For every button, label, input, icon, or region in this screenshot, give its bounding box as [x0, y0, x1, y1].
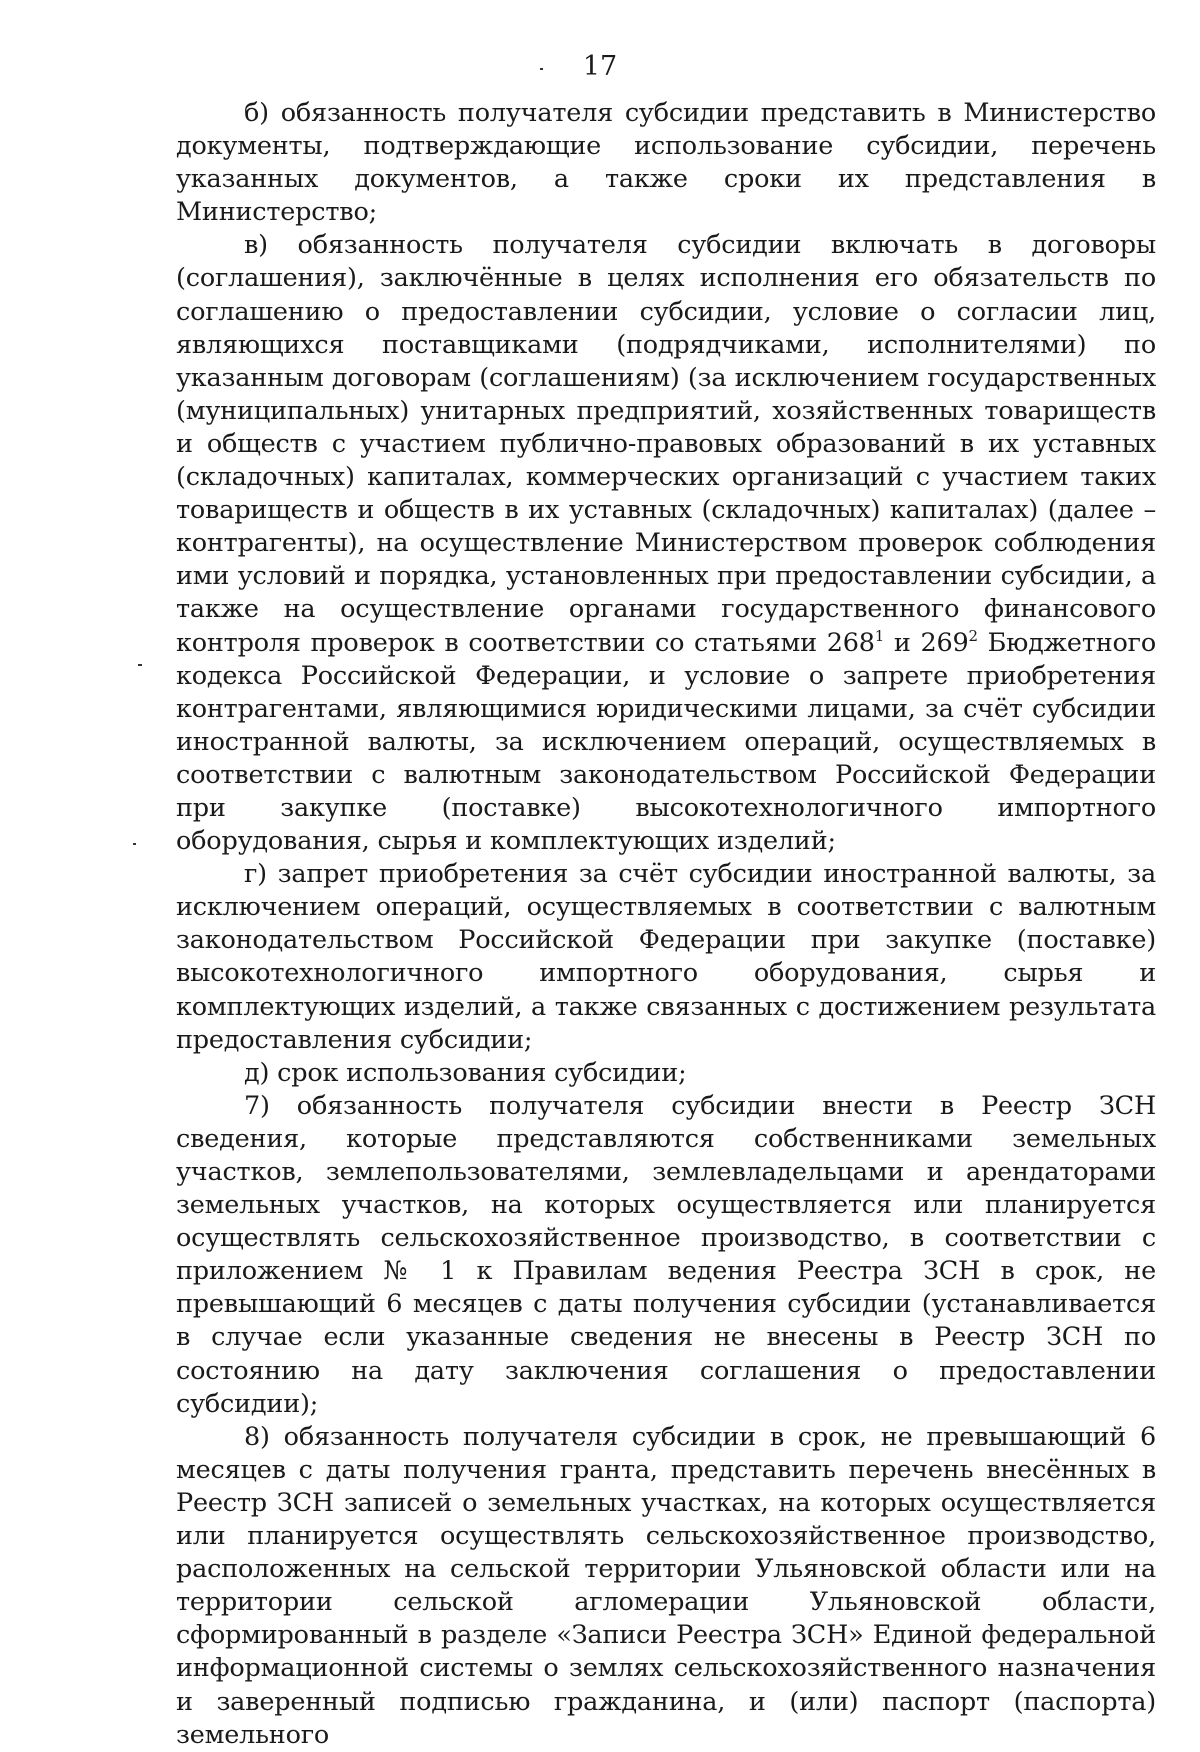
scan-speck	[138, 664, 142, 666]
paragraph-7: 7) обязанность получателя субсидии внести в Реестр ЗСН сведения, которые представляются собственниками земельных участков, землепользователями, землевладельцами и арендаторами земельных участков, на которых осуществляется или планируется осуществлять сельскохозяйственное производство, в соответствии с приложением № 1 к Правилам ведения Реестра ЗСН в срок, не превышающий 6 месяцев с даты получения субсидии (устанавливается в случае если указанные сведения не внесены в Реестр ЗСН по состоянию на дату заключения соглашения о предоставлении субсидии);	[176, 1090, 1156, 1419]
paragraph-v	[176, 229, 1156, 858]
page-number: 17	[582, 51, 618, 82]
paragraph-g: г) запрет приобретения за счёт субсидии иностранной валюты, за исключением операций, осуществляемых в соответствии с валютным законодательством Российской Федерации при закупке (поставке) высокотехнологичного импортного оборудования, сырья и комплектующих изделий, а также связанных с достижением результата предоставления субсидии;	[176, 859, 1156, 1055]
paragraph-v-text-before: в) обязанность получателя субсидии включать в договоры (соглашения), заключённые в целях исполнения его обязательств по соглашению о предоставлении субсидии, условие о согласии лиц, являющихся поставщиками (подрядчиками, исполнителями) по указанным договорам (соглашениям) (за исключением государственных (муниципальных) унитарных предприятий, хозяйственных товариществ и обществ с участием публично-правовых образований в их уставных (складочных) капиталах, коммерческих организаций с участием таких товариществ и обществ в их уставных (складочных) капиталах) (далее – контрагенты), на осуществление Министерством проверок соблюдения ими условий и порядка, установленных при предоставлении субсидии, а также на осуществление органами государственного финансового контроля проверок в соответствии со статьями	[176, 230, 1156, 658]
scan-speck	[540, 68, 543, 70]
paragraph-d: д) срок использования субсидии;	[244, 1057, 687, 1088]
article-number-268: 268	[826, 627, 875, 658]
article-superscript-2: 2	[968, 626, 978, 645]
document-body	[176, 97, 1156, 1752]
paragraph-v-text-after: Бюджетного кодекса Российской Федерации, и условие о запрете приобретения контрагентами, являющимися юридическими лицами, за счёт субсидии иностранной валюты, за исключением операций, осуществляемых в соответствии с валютным законодательством Российской Федерации при закупке (поставке) высокотехнологичного импортного оборудования, сырья и комплектующих изделий;	[176, 627, 1156, 857]
article-number-269: 269	[920, 627, 969, 658]
scan-speck	[133, 843, 136, 845]
paragraph-8: 8) обязанность получателя субсидии в срок, не превышающий 6 месяцев с даты получения гранта, представить перечень внесённых в Реестр ЗСН записей о земельных участках, на которых осуществляется или планируется осуществлять сельскохозяйственное производство, расположенных на сельской территории Ульяновской области или на территории сельской агломерации Ульяновской области, сформированный в разделе «Записи Реестра ЗСН» Единой федеральной информационной системы о землях сельскохозяйственного назначения и заверенный подписью гражданина, и (или) паспорт (паспорта) земельного	[176, 1421, 1156, 1750]
article-superscript-1: 1	[874, 626, 885, 645]
paragraph-b: б) обязанность получателя субсидии представить в Министерство документы, подтверждающие использование субсидии, перечень указанных документов, а также сроки их представления в Министерство;	[176, 98, 1156, 228]
paragraph-v-conjunction: и	[884, 627, 921, 658]
